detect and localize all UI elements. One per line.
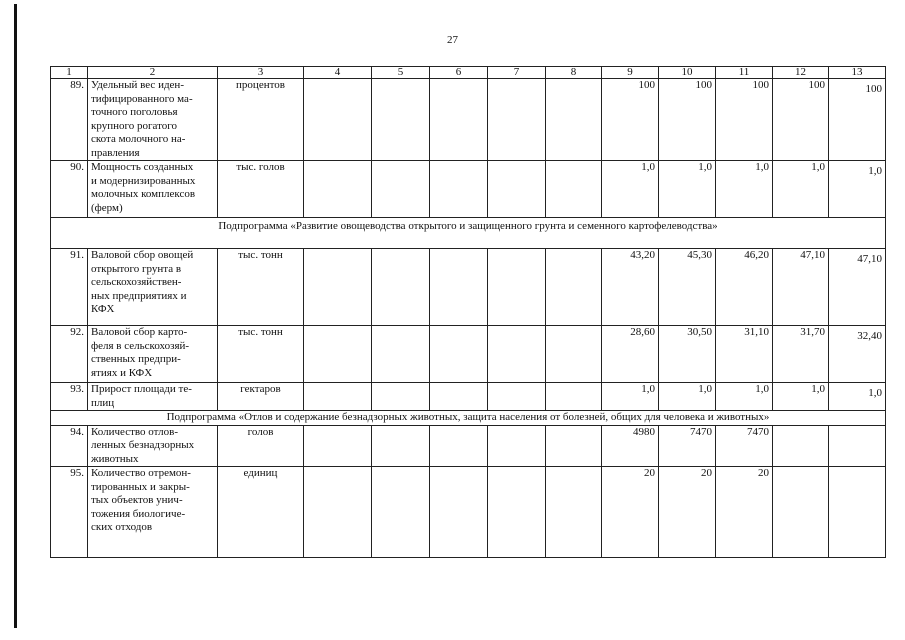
indicator-name-line: открытого грунта в: [91, 262, 182, 275]
empty-cell-col-5: [372, 383, 430, 411]
empty-cell-col-7: [488, 467, 546, 558]
empty-cell-col-8: [546, 383, 602, 411]
empty-cell-col-8: [546, 161, 602, 218]
empty-cell-col-7: [488, 79, 546, 161]
indicator-name-line: (ферм): [91, 201, 123, 214]
value-col-13: 100: [829, 79, 886, 161]
empty-cell-col-6: [430, 249, 488, 326]
value-col-11: 46,20: [716, 249, 773, 326]
binding-edge-line: [14, 4, 17, 628]
empty-cell-col-4: [304, 161, 372, 218]
value-col-9: 4980: [602, 425, 659, 467]
indicator-name: [88, 249, 218, 326]
empty-cell-col-8: [546, 326, 602, 383]
indicator-name: [88, 161, 218, 218]
subprogram-title: Подпрограмма «Развитие овощеводства открытого и защищенного грунта и семенного картофелеводства»: [51, 218, 886, 249]
empty-cell-col-5: [372, 425, 430, 467]
empty-cell-col-8: [546, 79, 602, 161]
empty-cell-col-5: [372, 79, 430, 161]
value-col-10: 1,0: [659, 161, 716, 218]
empty-cell-col-8: [546, 249, 602, 326]
value-col-12: 100: [773, 79, 829, 161]
indicator-name-line: КФХ: [91, 303, 115, 315]
value-col-11: 1,0: [716, 383, 773, 411]
empty-cell-col-4: [304, 467, 372, 558]
indicator-row: [51, 161, 886, 218]
empty-cell-col-7: [488, 425, 546, 467]
empty-cell-col-5: [372, 326, 430, 383]
value-col-11: 1,0: [716, 161, 773, 218]
indicator-row: [51, 249, 886, 326]
value-col-9: 1,0: [602, 161, 659, 218]
value-col-12: [773, 425, 829, 467]
value-col-12: [773, 467, 829, 558]
indicator-name-line: Мощность созданных: [91, 161, 194, 173]
column-header-4: 4: [304, 67, 372, 79]
row-number: 92.: [51, 326, 88, 383]
indicator-name-line: Валовой сбор овощей: [91, 249, 194, 261]
unit-of-measure: тыс. тонн: [218, 249, 304, 326]
value-col-12: 1,0: [773, 161, 829, 218]
empty-cell-col-7: [488, 249, 546, 326]
column-header-1: 1: [51, 67, 88, 79]
indicators-table: [50, 66, 886, 558]
value-col-13: 32,40: [829, 326, 886, 383]
indicator-name-line: плиц: [91, 396, 115, 409]
row-number: 91.: [51, 249, 88, 326]
value-col-9: 1,0: [602, 383, 659, 411]
unit-of-measure: голов: [218, 425, 304, 467]
indicator-name-line: тифицированного ма-: [91, 92, 193, 105]
row-number: 89.: [51, 79, 88, 161]
indicator-row: [51, 467, 886, 558]
indicator-name-line: крупного рогатого: [91, 119, 177, 132]
empty-cell-col-7: [488, 161, 546, 218]
indicator-name: [88, 383, 218, 411]
indicator-name: [88, 425, 218, 467]
indicator-name-line: тированных и закры-: [91, 480, 190, 493]
column-header-8: 8: [546, 67, 602, 79]
value-col-10: 100: [659, 79, 716, 161]
empty-cell-col-6: [430, 383, 488, 411]
page-number: 27: [447, 34, 458, 46]
empty-cell-col-4: [304, 383, 372, 411]
indicator-name-line: ных предприятиях и: [91, 289, 187, 302]
value-col-12: 1,0: [773, 383, 829, 411]
indicator-name-line: Валовой сбор карто-: [91, 326, 188, 338]
value-col-13: [829, 467, 886, 558]
empty-cell-col-6: [430, 326, 488, 383]
empty-cell-col-4: [304, 79, 372, 161]
indicator-name-line: правления: [91, 146, 140, 159]
indicator-name: [88, 79, 218, 161]
empty-cell-col-7: [488, 326, 546, 383]
indicator-name-line: Количество отлов-: [91, 425, 179, 438]
empty-cell-col-5: [372, 161, 430, 218]
unit-of-measure: тыс. тонн: [218, 326, 304, 383]
indicator-row: [51, 326, 886, 383]
column-header-5: 5: [372, 67, 430, 79]
column-header-13: 13: [829, 67, 886, 79]
empty-cell-col-4: [304, 249, 372, 326]
indicator-name-line: Прирост площади те-: [91, 383, 192, 395]
value-col-13: [829, 425, 886, 467]
indicator-name-line: феля в сельскохозяй-: [91, 339, 190, 352]
empty-cell-col-4: [304, 326, 372, 383]
indicator-name-line: скота молочного на-: [91, 133, 186, 145]
subprogram-title: Подпрограмма «Отлов и содержание безнадзорных животных, защита населения от болезней, общих для человека и животных»: [51, 411, 886, 426]
column-header-12: 12: [773, 67, 829, 79]
value-col-11: 20: [716, 467, 773, 558]
value-col-12: 47,10: [773, 249, 829, 326]
indicator-row: [51, 79, 886, 161]
indicator-name-line: Количество отремон-: [91, 467, 191, 479]
indicator-name: [88, 467, 218, 558]
indicator-name-line: сельскохозяйствен-: [91, 276, 182, 288]
value-col-10: 45,30: [659, 249, 716, 326]
indicator-name-line: и модернизированных: [91, 174, 196, 187]
unit-of-measure: единиц: [218, 467, 304, 558]
indicator-name-line: молочных комплексов: [91, 188, 196, 200]
column-header-3: 3: [218, 67, 304, 79]
empty-cell-col-6: [430, 161, 488, 218]
value-col-11: 7470: [716, 425, 773, 467]
value-col-11: 31,10: [716, 326, 773, 383]
indicator-name-line: ских отходов: [91, 521, 153, 533]
indicator-name-line: животных: [91, 452, 139, 465]
value-col-9: 100: [602, 79, 659, 161]
value-col-9: 28,60: [602, 326, 659, 383]
indicator-name-line: точного поголовья: [91, 106, 178, 118]
empty-cell-col-8: [546, 425, 602, 467]
indicator-name-line: Удельный вес иден-: [91, 79, 184, 91]
empty-cell-col-6: [430, 467, 488, 558]
indicator-name-line: ятиях и КФХ: [91, 366, 153, 379]
table-body: [51, 67, 886, 558]
indicator-name-line: тожения биологиче-: [91, 507, 186, 520]
column-number-header-row: [51, 67, 886, 79]
indicator-name: [88, 326, 218, 383]
subprogram-header-row: [51, 411, 886, 426]
subprogram-header-row: [51, 218, 886, 249]
column-header-2: 2: [88, 67, 218, 79]
unit-of-measure: процентов: [218, 79, 304, 161]
unit-of-measure: гектаров: [218, 383, 304, 411]
value-col-10: 20: [659, 467, 716, 558]
empty-cell-col-4: [304, 425, 372, 467]
indicator-name-line: тых объектов унич-: [91, 494, 183, 506]
empty-cell-col-5: [372, 467, 430, 558]
indicator-name-line: ленных безнадзорных: [91, 439, 195, 451]
value-col-10: 7470: [659, 425, 716, 467]
row-number: 94.: [51, 425, 88, 467]
column-header-6: 6: [430, 67, 488, 79]
column-header-10: 10: [659, 67, 716, 79]
row-number: 93.: [51, 383, 88, 411]
value-col-10: 1,0: [659, 383, 716, 411]
indicator-name-line: ственных предпри-: [91, 353, 181, 365]
empty-cell-col-8: [546, 467, 602, 558]
row-number: 90.: [51, 161, 88, 218]
unit-of-measure: тыс. голов: [218, 161, 304, 218]
row-number: 95.: [51, 467, 88, 558]
column-header-9: 9: [602, 67, 659, 79]
value-col-10: 30,50: [659, 326, 716, 383]
value-col-13: 1,0: [829, 161, 886, 218]
empty-cell-col-6: [430, 79, 488, 161]
empty-cell-col-7: [488, 383, 546, 411]
empty-cell-col-5: [372, 249, 430, 326]
indicator-row: [51, 425, 886, 467]
column-header-7: 7: [488, 67, 546, 79]
value-col-13: 47,10: [829, 249, 886, 326]
value-col-9: 43,20: [602, 249, 659, 326]
value-col-13: 1,0: [829, 383, 886, 411]
value-col-11: 100: [716, 79, 773, 161]
empty-cell-col-6: [430, 425, 488, 467]
indicator-row: [51, 383, 886, 411]
value-col-9: 20: [602, 467, 659, 558]
value-col-12: 31,70: [773, 326, 829, 383]
column-header-11: 11: [716, 67, 773, 79]
